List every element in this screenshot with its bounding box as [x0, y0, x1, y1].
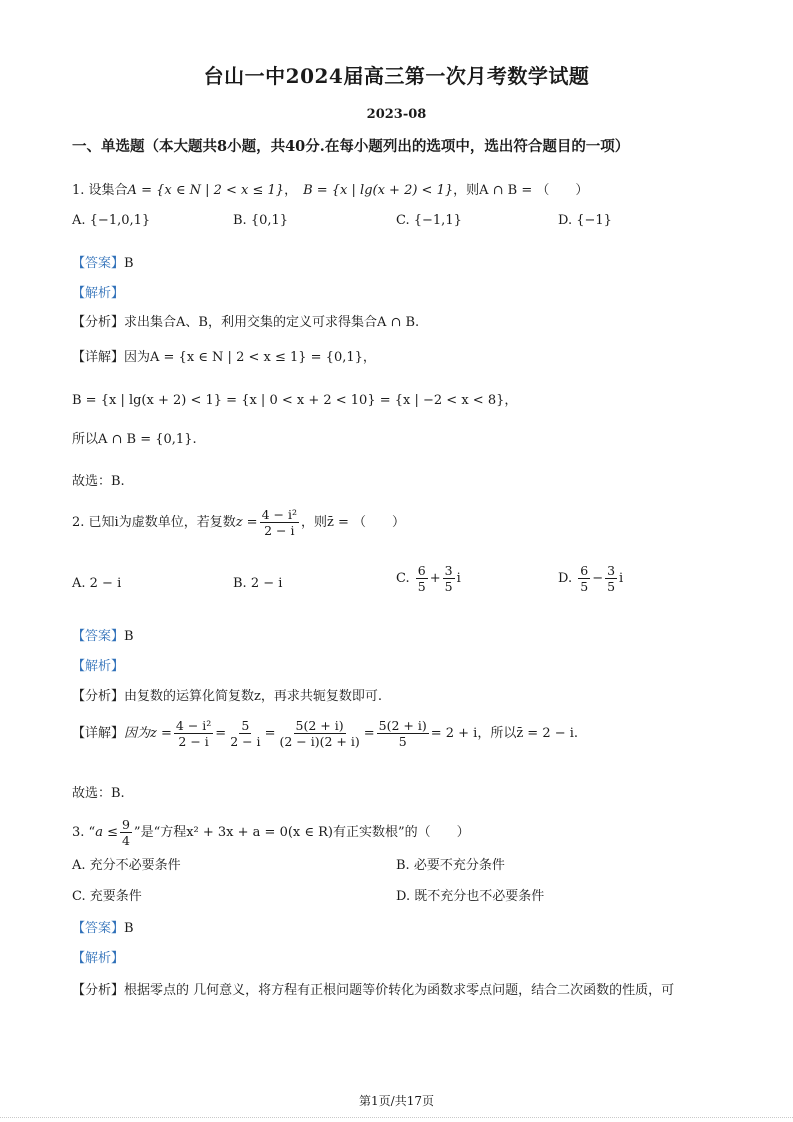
q2-xj-f1-num: 4 − i²: [175, 718, 212, 733]
q2-option-c-d2: 5: [444, 579, 453, 595]
q1-xiangjie-2: B = {x | lg(x + 2) < 1} = {x | 0 < x + 2 < 10} = {x | −2 < x < 8}，: [72, 393, 518, 408]
q2-option-c-frac1: [416, 564, 428, 593]
q2-xj-frac2: [228, 719, 262, 748]
q2-option-d-i: i: [619, 571, 624, 587]
q1-fenxi: 求出集合A、B，利用交集的定义可求得集合A ∩ B.: [124, 315, 420, 330]
q3-fraction: [120, 818, 132, 847]
q2-option-d-label: D.: [558, 571, 573, 587]
q3-prefix: 3. “: [72, 825, 96, 841]
q2-xj-f2-num: 5: [241, 718, 250, 733]
q1-fenxi-tag: 【分析】: [72, 315, 125, 330]
q2-option-a: A. 2 − i: [72, 576, 122, 591]
q2-xiangjie-pre: 因为z =: [124, 726, 172, 742]
q2-xj-f2-den: 2 − i: [230, 734, 261, 750]
q2-option-c-op: +: [429, 571, 441, 587]
q1-jiexi-tag: 【解析】: [72, 286, 125, 301]
q2-xiangjie-post: = 2 + i，所以z̄ = 2 − i.: [430, 726, 579, 742]
q2-xiangjie-tag: 【详解】: [72, 726, 125, 742]
q2-xj-f1-den: 2 − i: [178, 734, 209, 750]
q3-frac-num: 9: [121, 817, 130, 832]
q2-option-d-frac1: [578, 564, 590, 593]
q3-fenxi-tag: 【分析】: [72, 983, 125, 998]
q2-answer-tag: 【答案】: [72, 629, 125, 644]
q3-a-le: a ≤: [95, 825, 118, 841]
q3-answer: B: [124, 921, 134, 936]
q2-fenxi-tag: 【分析】: [72, 689, 125, 704]
exam-date: 2023-08: [366, 107, 427, 122]
q1-prefix: 1. 设集合: [72, 183, 128, 198]
q2-xj-f4-den: 5: [398, 734, 407, 750]
q2-option-c-d1: 5: [417, 579, 426, 595]
q2-jiexi-tag: 【解析】: [72, 659, 125, 674]
q2-option-c-label: C.: [396, 571, 410, 587]
page-footer: 第1页/共17页: [359, 1094, 434, 1108]
q1-answer-line: [72, 256, 134, 272]
q2-option-c-frac2: [443, 564, 455, 593]
q2-option-d-n1: 6: [580, 563, 589, 578]
q2-z-eq: z =: [235, 515, 258, 531]
q1-xiangjie-line: [72, 350, 376, 366]
q2-xj-frac3: [277, 719, 361, 748]
q1-stem: 1. 设集合A = {x ∈ N | 2 < x ≤ 1}， B = {x | lg(x + 2) < 1}，则A ∩ B = （ ）: [72, 183, 589, 198]
page-title: 台山一中2024届高三第一次月考数学试题: [203, 64, 590, 88]
q1-xiangjie-3: 所以A ∩ B = {0,1}.: [72, 432, 197, 447]
q2-answer: B: [124, 629, 134, 644]
q2-option-d: [558, 564, 623, 593]
q2-xj-f3-num: 5(2 + i): [295, 718, 344, 733]
q2-fraction: [260, 508, 299, 537]
q1-option-a: A. {−1,0,1}: [72, 213, 151, 228]
q2-fenxi-line: [72, 689, 382, 705]
q3-answer-tag: 【答案】: [72, 921, 125, 936]
q1-ask: ，则A ∩ B = （ ）: [453, 183, 589, 198]
q3-answer-line: [72, 921, 134, 937]
q1-set-b: B = {x | lg(x + 2) < 1}: [303, 183, 454, 198]
q2-choose: 故选：B.: [72, 786, 125, 801]
q3-stem: [72, 818, 470, 847]
q1-option-b: B. {0,1}: [233, 213, 289, 228]
q2-xj-frac1: [174, 719, 213, 748]
q2-frac-den: 2 − i: [264, 523, 295, 539]
q3-frac-den: 4: [121, 833, 130, 849]
q2-option-d-n2: 3: [607, 563, 616, 578]
q2-option-d-d2: 5: [607, 579, 616, 595]
q2-option-c-n2: 3: [444, 563, 453, 578]
q1-answer-tag: 【答案】: [72, 256, 125, 271]
q2-option-d-op: −: [592, 571, 604, 587]
page-bottom-rule: [0, 1117, 793, 1118]
q2-frac-num: 4 − i²: [261, 507, 297, 522]
q2-option-c: [396, 564, 461, 593]
q3-rest: ”是“方程x² + 3x + a = 0(x ∈ R)有正实数根”的（ ）: [133, 825, 470, 841]
q1-set-a: A = {x ∈ N | 2 < x ≤ 1}: [127, 183, 285, 198]
q2-answer-line: [72, 629, 134, 645]
q3-option-c: C. 充要条件: [72, 889, 142, 904]
q1-answer: B: [124, 256, 134, 271]
q3-jiexi-tag: 【解析】: [72, 951, 125, 966]
q3-fenxi: 根据零点的 几何意义，将方程有正根问题等价转化为函数求零点问题，结合二次函数的性质，可: [124, 983, 675, 998]
q2-option-b: B. 2 − i: [233, 576, 283, 591]
q2-stem: [72, 508, 405, 537]
q2-xj-frac4: [377, 719, 429, 748]
q1-xiangjie-tag: 【详解】: [72, 350, 125, 365]
q1-option-d: D. {−1}: [558, 213, 612, 228]
q2-ask: ，则z̄ = （ ）: [300, 515, 405, 531]
q2-option-c-i: i: [456, 571, 461, 587]
q1-fenxi-line: [72, 315, 419, 331]
section-heading: 一、单选题（本大题共8小题，共40分.在每小题列出的选项中，选出符合题目的一项）: [72, 138, 630, 155]
q1-xiangjie-1: 因为A = {x ∈ N | 2 < x ≤ 1} = {0,1}，: [124, 350, 376, 365]
q3-option-b: B. 必要不充分条件: [396, 858, 505, 873]
q3-option-d: D. 既不充分也不必要条件: [396, 889, 545, 904]
q2-fenxi: 由复数的运算化简复数z，再求共轭复数即可.: [124, 689, 382, 704]
q1-option-c: C. {−1,1}: [396, 213, 462, 228]
q2-option-d-frac2: [605, 564, 617, 593]
q3-fenxi-line: [72, 983, 674, 999]
q2-option-d-d1: 5: [580, 579, 589, 595]
q2-option-c-n1: 6: [417, 563, 426, 578]
q2-xj-f4-num: 5(2 + i): [378, 718, 427, 733]
q2-prefix: 2. 已知i为虚数单位，若复数: [72, 515, 236, 531]
q2-xj-f3-den: (2 − i)(2 + i): [279, 734, 360, 750]
q1-choose: 故选：B.: [72, 474, 125, 489]
q2-xiangjie-line: 【详解】因为z = $\frac{\text{4 − i²}}{2 - i}$ = $\frac{5}{2 - i}$ = $\frac{5(2 + i)}{(2 - i)(2 + i)}$ = $\frac{5(2 + i)}{5}$ = 2 + i，所以z̄ = 2 − i.: [72, 718, 579, 750]
q3-option-a: A. 充分不必要条件: [72, 858, 181, 873]
